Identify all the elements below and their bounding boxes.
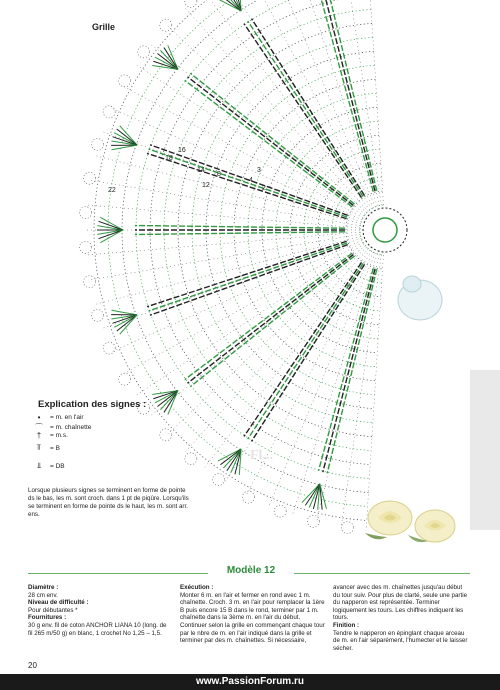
round-label: 8 <box>217 171 221 178</box>
section-heading: Exécution : <box>180 584 214 591</box>
round-label: 2 <box>262 185 266 192</box>
legend-title: Explication des signes : <box>38 399 147 410</box>
section-heading: Diamètre : <box>28 584 59 591</box>
round-label: 22 <box>108 187 116 194</box>
legend-symbol: † <box>36 431 42 440</box>
section-heading: Niveau de difficulté : <box>28 599 89 607</box>
legend-symbol: ⫫ <box>36 461 42 470</box>
column-3 <box>333 584 468 652</box>
separator-left <box>28 573 208 574</box>
legend-text: = m. chaînette <box>50 424 92 431</box>
separator-right <box>294 573 470 574</box>
model-title: Modèle 12 <box>226 565 276 576</box>
round-label: 14 <box>197 167 205 174</box>
column-2 <box>180 584 325 645</box>
gray-side-strip <box>470 370 500 530</box>
section-heading: Fournitures : <box>28 614 67 622</box>
legend-item <box>34 431 68 440</box>
legend-text: = m. en l'air <box>50 414 84 421</box>
legend-symbol: • <box>37 413 41 422</box>
round-label: 16 <box>178 147 186 154</box>
section-text: 28 cm env. <box>28 591 58 599</box>
legend-symbol: ⌒ <box>35 423 43 432</box>
rose-image <box>360 493 470 548</box>
page-number: 20 <box>28 661 37 670</box>
section-text: avancer avec des m. chaînettes jusqu'au début du tour suiv. Pour plus de clarté, seule une partie du napperon est représentée. Terminer logiquement les tours. Les chiffres indiquent les tours. <box>333 584 468 622</box>
legend-item <box>34 413 84 422</box>
column-1 <box>28 584 168 637</box>
legend-symbol: ⫪ <box>36 443 42 452</box>
legend-text: = m.s. <box>50 432 68 439</box>
section-text: Pour débutantes * <box>28 606 78 614</box>
round-label: 4 <box>249 177 253 184</box>
section-text: Monter 6 m. en l'air et fermer en rond avec 1 m. chaînette. Croch. 3 m. en l'air pour remplacer la 1ère B puis encore 15 B dans le rond, terminer par 1 m. chaînette dans la 3ème m. en l'air du début. Continuer selon la grille en commençant chaque tour par le nbre de m. en l'air indiqué dans la grille et terminer par des m. chaînettes. Si nécessaire, <box>180 591 325 645</box>
legend-text: = DB <box>50 462 65 470</box>
section-text: 30 g env. fil de coton ANCHOR LIANA 10 (long. de fil 265 m/50 g) en blanc, 1 crochet No 1,25 – 1,5. <box>28 621 167 637</box>
page-title: Grille <box>92 22 116 32</box>
section-heading: Finition : <box>333 621 360 629</box>
signs-note: Lorsque plusieurs signes se terminent en forme de pointe ds le bas, les m. sont croch. dans 1 pt de piqûre. Lorsqu'ils se terminent en forme de pointe ds le haut, les m. sont arr. ens. <box>28 487 189 518</box>
round-label: 12 <box>202 182 210 189</box>
legend-item <box>34 443 60 453</box>
faded-title: Fl... <box>250 448 273 463</box>
round-label: 3 <box>257 167 261 174</box>
legend-text: = B <box>50 444 60 452</box>
legend-item <box>34 461 65 471</box>
round-label: 18 <box>165 155 173 162</box>
section-text: Tendre le napperon en épinglant chaque arceau de m. en l'air séparément, l'humecter et le laisser sécher. <box>333 629 468 652</box>
footer-watermark[interactable]: www.PassionForum.ru <box>196 676 304 687</box>
